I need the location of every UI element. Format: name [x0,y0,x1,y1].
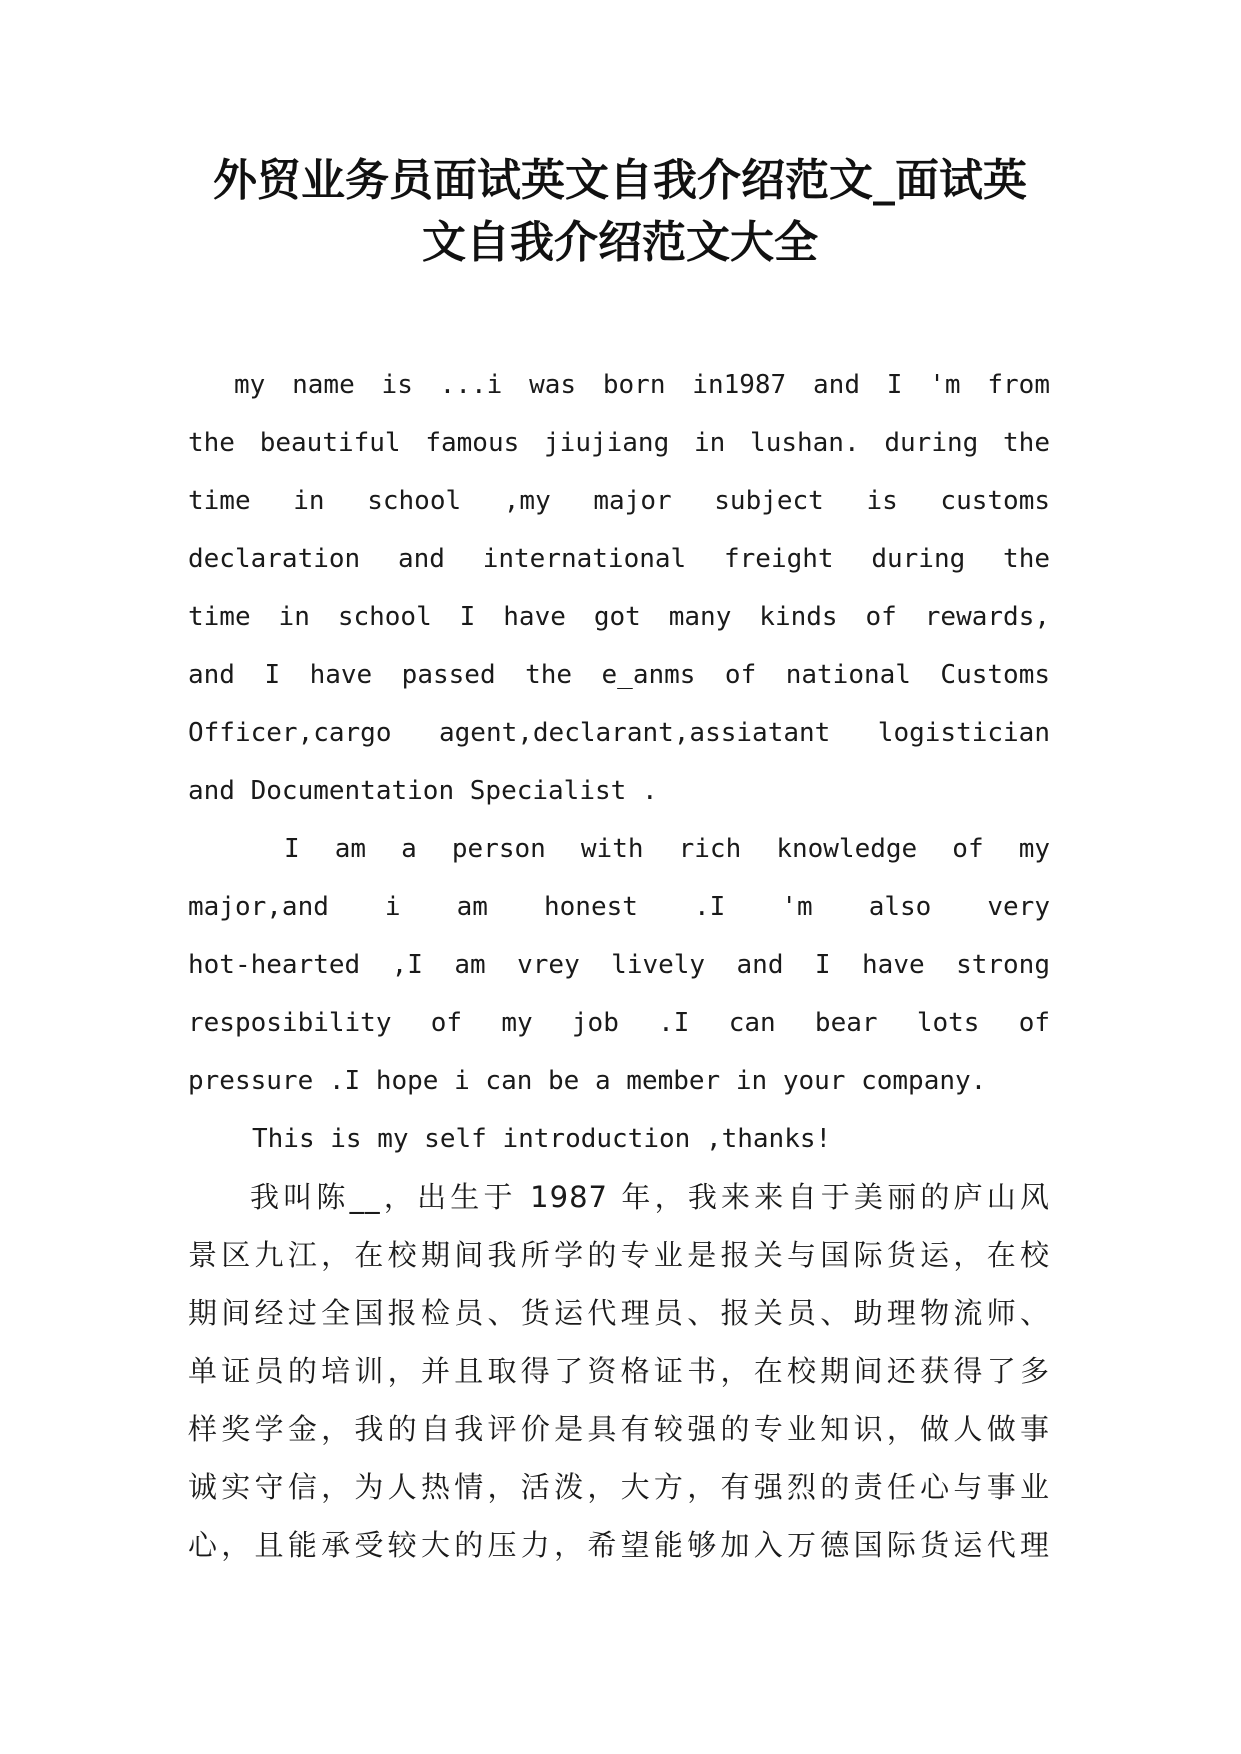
text-line: 单证员的培训，并且取得了资格证书，在校期间还获得了多 [188,1354,1050,1388]
paragraph-english-closing [188,1110,1050,1168]
title-line-1: 外贸业务员面试英文自我介绍范文_面试英 [213,155,1027,206]
text-line: Officer,cargo agent,declarant,assiatant logistician [188,718,1050,748]
text-line: hot-hearted ,I am vrey lively and I have strong [188,950,1050,980]
text-line: the beautiful famous jiujiang in lushan. during the [188,428,1050,458]
document-body [188,356,1050,1574]
text-line: time in school I have got many kinds of rewards, [188,602,1050,632]
text-line: my name is ...i was born in1987 and I 'm from [234,370,1050,400]
page-title [150,150,1090,274]
text-line: 心，且能承受较大的压力，希望能够加入万德国际货运代理 [188,1528,1050,1562]
text-line: and I have passed the e_anms of national Customs [188,660,1050,690]
paragraph-chinese-intro [188,1168,1050,1574]
text-line: 诚实守信，为人热情，活泼，大方，有强烈的责任心与事业 [188,1470,1050,1504]
text-line: This is my self introduction ,thanks! [252,1124,832,1154]
text-line: and Documentation Specialist . [188,776,658,806]
text-line: declaration and international freight during the [188,544,1050,574]
text-line: 样奖学金，我的自我评价是具有较强的专业知识，做人做事 [188,1412,1050,1446]
paragraph-english-intro [188,356,1050,820]
paragraph-english-personality [188,820,1050,1110]
text-line: 景区九江，在校期间我所学的专业是报关与国际货运，在校 [188,1238,1050,1272]
text-line: pressure .I hope i can be a member in your company. [188,1066,987,1096]
text-line: 我叫陈__，出生于 1987 年，我来来自于美丽的庐山风 [250,1180,1050,1214]
text-line: 期间经过全国报检员、货运代理员、报关员、助理物流师、 [188,1296,1050,1330]
text-line: resposibility of my job .I can bear lots of [188,1008,1050,1038]
title-line-2: 文自我介绍范文大全 [422,217,818,268]
text-line: major,and i am honest .I 'm also very [188,892,1050,922]
text-line: I am a person with rich knowledge of my [284,834,1050,864]
text-line: time in school ,my major subject is customs [188,486,1050,516]
